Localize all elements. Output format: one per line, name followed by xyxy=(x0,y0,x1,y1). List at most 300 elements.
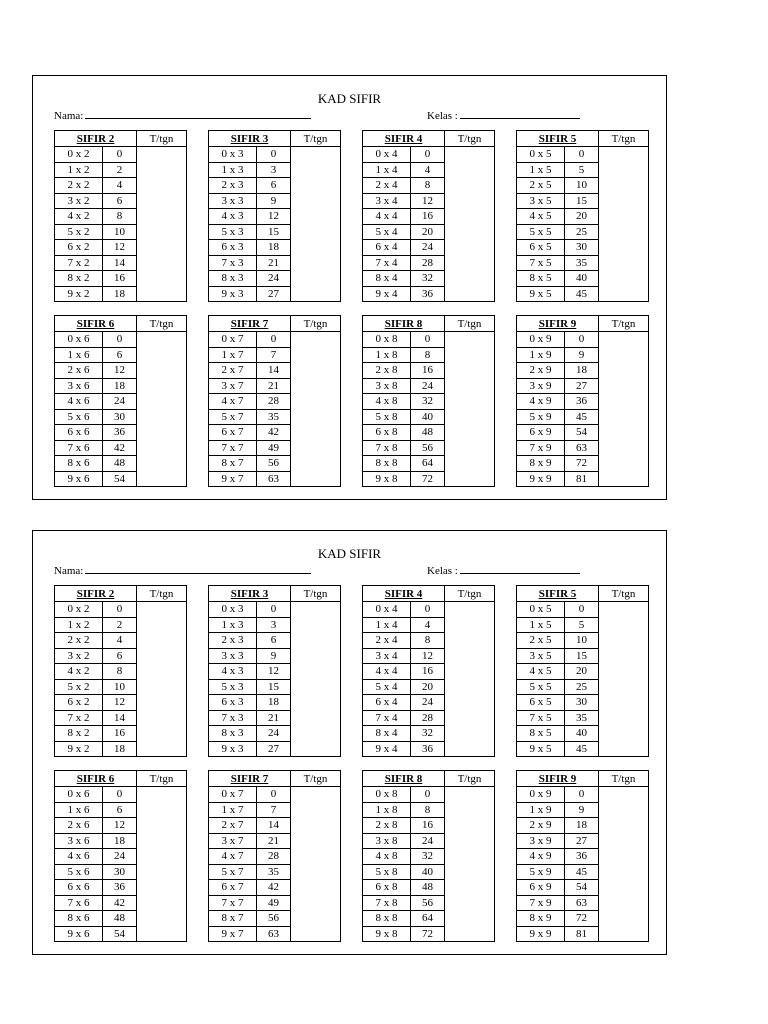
sifir-title: SIFIR 5 xyxy=(517,586,599,602)
answer-cell: 0 xyxy=(103,602,137,618)
answer-cell: 40 xyxy=(411,409,445,425)
multiplication-cell: 2 x 6 xyxy=(55,363,103,379)
answer-cell: 48 xyxy=(103,911,137,927)
answer-cell: 56 xyxy=(257,911,291,927)
multiplication-cell: 4 x 7 xyxy=(209,394,257,410)
kelas-field[interactable] xyxy=(427,109,580,122)
multiplication-cell: 1 x 5 xyxy=(517,162,565,178)
multiplication-cell: 1 x 6 xyxy=(55,347,103,363)
answer-cell: 6 xyxy=(103,347,137,363)
tandatangan-header: T/tgn xyxy=(445,131,495,147)
multiplication-cell: 5 x 5 xyxy=(517,224,565,240)
table-row xyxy=(517,332,649,348)
multiplication-cell: 9 x 8 xyxy=(363,926,411,942)
answer-cell: 28 xyxy=(411,255,445,271)
sifir-table xyxy=(54,130,187,302)
answer-cell: 45 xyxy=(565,864,599,880)
multiplication-cell: 7 x 9 xyxy=(517,895,565,911)
answer-cell: 36 xyxy=(565,394,599,410)
multiplication-cell: 8 x 6 xyxy=(55,911,103,927)
signature-cell[interactable] xyxy=(445,147,495,302)
answer-cell: 36 xyxy=(411,741,445,757)
answer-cell: 0 xyxy=(103,147,137,163)
multiplication-cell: 8 x 5 xyxy=(517,271,565,287)
answer-cell: 54 xyxy=(103,471,137,487)
multiplication-cell: 7 x 3 xyxy=(209,710,257,726)
multiplication-cell: 0 x 9 xyxy=(517,332,565,348)
answer-cell: 24 xyxy=(257,726,291,742)
answer-cell: 16 xyxy=(411,209,445,225)
answer-cell: 49 xyxy=(257,895,291,911)
answer-cell: 49 xyxy=(257,440,291,456)
multiplication-cell: 5 x 5 xyxy=(517,679,565,695)
multiplication-cell: 3 x 2 xyxy=(55,193,103,209)
answer-cell: 40 xyxy=(565,271,599,287)
answer-cell: 63 xyxy=(257,471,291,487)
nama-label: Nama: xyxy=(54,565,84,577)
answer-cell: 35 xyxy=(565,255,599,271)
multiplication-cell: 0 x 5 xyxy=(517,602,565,618)
multiplication-cell: 9 x 9 xyxy=(517,926,565,942)
answer-cell: 35 xyxy=(257,864,291,880)
signature-cell[interactable] xyxy=(599,332,649,487)
multiplication-cell: 4 x 6 xyxy=(55,849,103,865)
sifir-table xyxy=(208,315,341,487)
answer-cell: 15 xyxy=(565,193,599,209)
answer-cell: 42 xyxy=(257,425,291,441)
answer-cell: 24 xyxy=(411,378,445,394)
multiplication-cell: 2 x 8 xyxy=(363,363,411,379)
multiplication-cell: 7 x 5 xyxy=(517,255,565,271)
answer-cell: 36 xyxy=(103,880,137,896)
answer-cell: 20 xyxy=(411,224,445,240)
multiplication-cell: 5 x 6 xyxy=(55,864,103,880)
multiplication-cell: 5 x 2 xyxy=(55,224,103,240)
sifir-table xyxy=(208,130,341,302)
signature-cell[interactable] xyxy=(445,787,495,942)
multiplication-cell: 1 x 4 xyxy=(363,617,411,633)
answer-cell: 42 xyxy=(257,880,291,896)
signature-cell[interactable] xyxy=(599,147,649,302)
tandatangan-header: T/tgn xyxy=(291,131,341,147)
answer-cell: 16 xyxy=(411,363,445,379)
kelas-blank-line[interactable] xyxy=(460,564,580,574)
multiplication-cell: 8 x 5 xyxy=(517,726,565,742)
answer-cell: 56 xyxy=(411,440,445,456)
answer-cell: 8 xyxy=(103,209,137,225)
multiplication-cell: 5 x 9 xyxy=(517,409,565,425)
answer-cell: 21 xyxy=(257,710,291,726)
answer-cell: 24 xyxy=(103,849,137,865)
multiplication-cell: 4 x 4 xyxy=(363,209,411,225)
table-row xyxy=(55,602,187,618)
sifir-title: SIFIR 4 xyxy=(363,131,445,147)
answer-cell: 30 xyxy=(103,409,137,425)
tandatangan-header: T/tgn xyxy=(137,316,187,332)
multiplication-cell: 5 x 7 xyxy=(209,409,257,425)
answer-cell: 24 xyxy=(257,271,291,287)
multiplication-cell: 8 x 8 xyxy=(363,911,411,927)
table-row xyxy=(517,602,649,618)
answer-cell: 14 xyxy=(257,818,291,834)
answer-cell: 14 xyxy=(257,363,291,379)
answer-cell: 9 xyxy=(257,193,291,209)
answer-cell: 63 xyxy=(565,895,599,911)
multiplication-cell: 7 x 2 xyxy=(55,710,103,726)
sifir-table xyxy=(208,585,341,757)
nama-field[interactable] xyxy=(54,564,311,577)
answer-cell: 0 xyxy=(411,147,445,163)
multiplication-cell: 8 x 8 xyxy=(363,456,411,472)
answer-cell: 4 xyxy=(103,633,137,649)
answer-cell: 7 xyxy=(257,347,291,363)
answer-cell: 6 xyxy=(103,193,137,209)
answer-cell: 35 xyxy=(257,409,291,425)
answer-cell: 42 xyxy=(103,895,137,911)
answer-cell: 24 xyxy=(103,394,137,410)
multiplication-cell: 4 x 8 xyxy=(363,394,411,410)
multiplication-cell: 5 x 4 xyxy=(363,224,411,240)
answer-cell: 48 xyxy=(411,425,445,441)
multiplication-cell: 3 x 7 xyxy=(209,378,257,394)
multiplication-cell: 7 x 7 xyxy=(209,895,257,911)
multiplication-cell: 8 x 4 xyxy=(363,271,411,287)
multiplication-cell: 0 x 6 xyxy=(55,787,103,803)
multiplication-cell: 2 x 3 xyxy=(209,178,257,194)
answer-cell: 36 xyxy=(411,286,445,302)
answer-cell: 32 xyxy=(411,271,445,287)
answer-cell: 45 xyxy=(565,741,599,757)
answer-cell: 14 xyxy=(103,255,137,271)
multiplication-cell: 6 x 9 xyxy=(517,425,565,441)
answer-cell: 8 xyxy=(411,633,445,649)
multiplication-cell: 6 x 5 xyxy=(517,240,565,256)
multiplication-cell: 0 x 4 xyxy=(363,147,411,163)
answer-cell: 5 xyxy=(565,617,599,633)
answer-cell: 2 xyxy=(103,162,137,178)
table-row xyxy=(363,787,495,803)
kelas-field[interactable] xyxy=(427,564,580,577)
tandatangan-header: T/tgn xyxy=(599,771,649,787)
answer-cell: 81 xyxy=(565,926,599,942)
multiplication-cell: 6 x 9 xyxy=(517,880,565,896)
multiplication-cell: 9 x 7 xyxy=(209,471,257,487)
answer-cell: 18 xyxy=(103,833,137,849)
kelas-label: Kelas : xyxy=(427,565,458,577)
answer-cell: 32 xyxy=(411,726,445,742)
answer-cell: 42 xyxy=(103,440,137,456)
answer-cell: 18 xyxy=(257,695,291,711)
sifir-title: SIFIR 2 xyxy=(55,131,137,147)
multiplication-cell: 1 x 6 xyxy=(55,802,103,818)
multiplication-cell: 1 x 3 xyxy=(209,162,257,178)
multiplication-cell: 4 x 4 xyxy=(363,664,411,680)
multiplication-cell: 0 x 7 xyxy=(209,787,257,803)
multiplication-cell: 6 x 2 xyxy=(55,240,103,256)
answer-cell: 4 xyxy=(411,162,445,178)
multiplication-cell: 0 x 2 xyxy=(55,147,103,163)
answer-cell: 0 xyxy=(411,602,445,618)
answer-cell: 25 xyxy=(565,224,599,240)
multiplication-cell: 2 x 9 xyxy=(517,363,565,379)
answer-cell: 12 xyxy=(411,648,445,664)
answer-cell: 32 xyxy=(411,849,445,865)
multiplication-cell: 9 x 3 xyxy=(209,286,257,302)
multiplication-cell: 9 x 4 xyxy=(363,286,411,302)
answer-cell: 18 xyxy=(103,378,137,394)
answer-cell: 32 xyxy=(411,394,445,410)
multiplication-cell: 7 x 6 xyxy=(55,895,103,911)
answer-cell: 40 xyxy=(411,864,445,880)
multiplication-cell: 7 x 9 xyxy=(517,440,565,456)
multiplication-cell: 3 x 4 xyxy=(363,193,411,209)
answer-cell: 28 xyxy=(257,394,291,410)
sifir-title: SIFIR 7 xyxy=(209,771,291,787)
kelas-blank-line[interactable] xyxy=(460,109,580,119)
multiplication-cell: 1 x 5 xyxy=(517,617,565,633)
answer-cell: 64 xyxy=(411,911,445,927)
sifir-table xyxy=(54,770,187,942)
answer-cell: 3 xyxy=(257,162,291,178)
nama-field[interactable] xyxy=(54,109,311,122)
multiplication-cell: 2 x 2 xyxy=(55,633,103,649)
answer-cell: 36 xyxy=(565,849,599,865)
signature-cell[interactable] xyxy=(137,787,187,942)
signature-cell[interactable] xyxy=(599,602,649,757)
answer-cell: 24 xyxy=(411,833,445,849)
multiplication-cell: 4 x 2 xyxy=(55,209,103,225)
multiplication-cell: 1 x 9 xyxy=(517,802,565,818)
multiplication-cell: 7 x 3 xyxy=(209,255,257,271)
tandatangan-header: T/tgn xyxy=(137,131,187,147)
answer-cell: 0 xyxy=(257,147,291,163)
multiplication-cell: 4 x 3 xyxy=(209,664,257,680)
multiplication-cell: 2 x 4 xyxy=(363,178,411,194)
signature-cell[interactable] xyxy=(291,787,341,942)
answer-cell: 18 xyxy=(565,363,599,379)
signature-cell[interactable] xyxy=(599,787,649,942)
table-row xyxy=(55,147,187,163)
tandatangan-header: T/tgn xyxy=(599,131,649,147)
signature-cell[interactable] xyxy=(137,602,187,757)
table-row xyxy=(209,602,341,618)
multiplication-cell: 5 x 3 xyxy=(209,679,257,695)
multiplication-cell: 4 x 2 xyxy=(55,664,103,680)
multiplication-cell: 3 x 5 xyxy=(517,193,565,209)
answer-cell: 28 xyxy=(257,849,291,865)
multiplication-cell: 2 x 9 xyxy=(517,818,565,834)
multiplication-cell: 5 x 6 xyxy=(55,409,103,425)
multiplication-cell: 3 x 6 xyxy=(55,833,103,849)
table-row xyxy=(517,787,649,803)
signature-cell[interactable] xyxy=(137,332,187,487)
answer-cell: 18 xyxy=(103,741,137,757)
answer-cell: 0 xyxy=(411,787,445,803)
multiplication-cell: 2 x 2 xyxy=(55,178,103,194)
answer-cell: 40 xyxy=(565,726,599,742)
multiplication-cell: 0 x 4 xyxy=(363,602,411,618)
answer-cell: 0 xyxy=(565,787,599,803)
multiplication-cell: 9 x 5 xyxy=(517,741,565,757)
answer-cell: 27 xyxy=(565,833,599,849)
multiplication-cell: 9 x 3 xyxy=(209,741,257,757)
tandatangan-header: T/tgn xyxy=(445,586,495,602)
multiplication-cell: 5 x 9 xyxy=(517,864,565,880)
answer-cell: 21 xyxy=(257,255,291,271)
answer-cell: 16 xyxy=(103,726,137,742)
signature-cell[interactable] xyxy=(291,332,341,487)
answer-cell: 10 xyxy=(565,633,599,649)
answer-cell: 16 xyxy=(103,271,137,287)
answer-cell: 8 xyxy=(411,178,445,194)
answer-cell: 8 xyxy=(103,664,137,680)
answer-cell: 54 xyxy=(565,880,599,896)
answer-cell: 0 xyxy=(103,787,137,803)
answer-cell: 45 xyxy=(565,409,599,425)
sifir-title: SIFIR 3 xyxy=(209,131,291,147)
signature-cell[interactable] xyxy=(291,147,341,302)
table-row xyxy=(517,147,649,163)
tandatangan-header: T/tgn xyxy=(599,586,649,602)
answer-cell: 63 xyxy=(257,926,291,942)
sifir-title: SIFIR 6 xyxy=(55,316,137,332)
answer-cell: 72 xyxy=(411,471,445,487)
answer-cell: 6 xyxy=(103,802,137,818)
answer-cell: 10 xyxy=(103,679,137,695)
multiplication-cell: 8 x 7 xyxy=(209,456,257,472)
multiplication-cell: 3 x 5 xyxy=(517,648,565,664)
multiplication-cell: 9 x 8 xyxy=(363,471,411,487)
kad-sifir-card xyxy=(32,75,667,500)
answer-cell: 15 xyxy=(257,224,291,240)
answer-cell: 27 xyxy=(565,378,599,394)
multiplication-cell: 1 x 8 xyxy=(363,802,411,818)
answer-cell: 2 xyxy=(103,617,137,633)
multiplication-cell: 1 x 9 xyxy=(517,347,565,363)
multiplication-cell: 2 x 5 xyxy=(517,178,565,194)
answer-cell: 15 xyxy=(257,679,291,695)
multiplication-cell: 9 x 6 xyxy=(55,471,103,487)
multiplication-cell: 7 x 4 xyxy=(363,255,411,271)
multiplication-cell: 5 x 2 xyxy=(55,679,103,695)
multiplication-cell: 8 x 2 xyxy=(55,726,103,742)
multiplication-cell: 2 x 3 xyxy=(209,633,257,649)
answer-cell: 14 xyxy=(103,710,137,726)
nama-blank-line[interactable] xyxy=(85,564,311,574)
answer-cell: 72 xyxy=(565,456,599,472)
multiplication-cell: 2 x 4 xyxy=(363,633,411,649)
answer-cell: 36 xyxy=(103,425,137,441)
multiplication-cell: 0 x 8 xyxy=(363,332,411,348)
multiplication-cell: 0 x 3 xyxy=(209,602,257,618)
multiplication-cell: 3 x 9 xyxy=(517,833,565,849)
multiplication-cell: 3 x 4 xyxy=(363,648,411,664)
multiplication-cell: 1 x 7 xyxy=(209,802,257,818)
sifir-table xyxy=(54,585,187,757)
multiplication-cell: 2 x 7 xyxy=(209,363,257,379)
tandatangan-header: T/tgn xyxy=(445,316,495,332)
answer-cell: 0 xyxy=(257,332,291,348)
answer-cell: 6 xyxy=(103,648,137,664)
table-row xyxy=(209,147,341,163)
multiplication-cell: 6 x 7 xyxy=(209,425,257,441)
answer-cell: 16 xyxy=(411,664,445,680)
nama-blank-line[interactable] xyxy=(85,109,311,119)
answer-cell: 18 xyxy=(257,240,291,256)
multiplication-cell: 2 x 8 xyxy=(363,818,411,834)
answer-cell: 12 xyxy=(103,363,137,379)
signature-cell[interactable] xyxy=(137,147,187,302)
multiplication-cell: 5 x 4 xyxy=(363,679,411,695)
multiplication-cell: 9 x 7 xyxy=(209,926,257,942)
sifir-table xyxy=(362,585,495,757)
multiplication-cell: 4 x 9 xyxy=(517,394,565,410)
signature-cell[interactable] xyxy=(445,332,495,487)
answer-cell: 9 xyxy=(565,347,599,363)
tandatangan-header: T/tgn xyxy=(291,586,341,602)
sifir-title: SIFIR 7 xyxy=(209,316,291,332)
multiplication-cell: 5 x 8 xyxy=(363,864,411,880)
answer-cell: 0 xyxy=(257,787,291,803)
table-row xyxy=(363,602,495,618)
multiplication-cell: 8 x 4 xyxy=(363,726,411,742)
multiplication-cell: 7 x 8 xyxy=(363,440,411,456)
multiplication-cell: 4 x 3 xyxy=(209,209,257,225)
table-row xyxy=(209,332,341,348)
multiplication-cell: 6 x 2 xyxy=(55,695,103,711)
multiplication-cell: 6 x 8 xyxy=(363,880,411,896)
multiplication-cell: 4 x 6 xyxy=(55,394,103,410)
sifir-title: SIFIR 4 xyxy=(363,586,445,602)
kelas-label: Kelas : xyxy=(427,110,458,122)
answer-cell: 12 xyxy=(103,695,137,711)
multiplication-cell: 5 x 3 xyxy=(209,224,257,240)
answer-cell: 81 xyxy=(565,471,599,487)
answer-cell: 21 xyxy=(257,378,291,394)
answer-cell: 72 xyxy=(565,911,599,927)
answer-cell: 4 xyxy=(103,178,137,194)
answer-cell: 4 xyxy=(411,617,445,633)
multiplication-cell: 6 x 4 xyxy=(363,240,411,256)
signature-cell[interactable] xyxy=(445,602,495,757)
multiplication-cell: 4 x 5 xyxy=(517,664,565,680)
multiplication-cell: 1 x 2 xyxy=(55,617,103,633)
answer-cell: 0 xyxy=(257,602,291,618)
card-title: KAD SIFIR xyxy=(317,91,382,106)
multiplication-cell: 4 x 7 xyxy=(209,849,257,865)
answer-cell: 12 xyxy=(103,240,137,256)
multiplication-cell: 0 x 6 xyxy=(55,332,103,348)
answer-cell: 18 xyxy=(565,818,599,834)
multiplication-cell: 7 x 6 xyxy=(55,440,103,456)
answer-cell: 56 xyxy=(411,895,445,911)
answer-cell: 12 xyxy=(103,818,137,834)
answer-cell: 20 xyxy=(565,209,599,225)
answer-cell: 3 xyxy=(257,617,291,633)
table-row xyxy=(55,332,187,348)
multiplication-cell: 6 x 4 xyxy=(363,695,411,711)
multiplication-cell: 6 x 5 xyxy=(517,695,565,711)
table-row xyxy=(363,332,495,348)
multiplication-cell: 0 x 2 xyxy=(55,602,103,618)
answer-cell: 54 xyxy=(103,926,137,942)
sifir-title: SIFIR 6 xyxy=(55,771,137,787)
sifir-title: SIFIR 8 xyxy=(363,771,445,787)
multiplication-cell: 0 x 7 xyxy=(209,332,257,348)
answer-cell: 24 xyxy=(411,695,445,711)
signature-cell[interactable] xyxy=(291,602,341,757)
multiplication-cell: 4 x 9 xyxy=(517,849,565,865)
